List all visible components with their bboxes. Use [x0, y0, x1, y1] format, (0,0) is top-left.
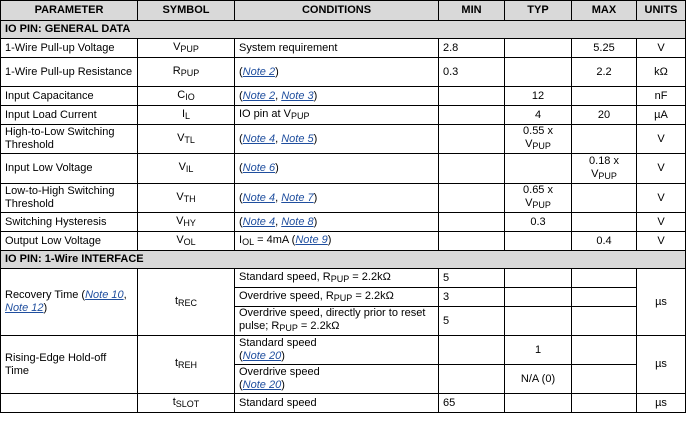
- paren-close: ): [281, 379, 285, 391]
- max-sub: PUP: [598, 170, 617, 181]
- symbol-sub: REC: [178, 297, 198, 308]
- typ-cell: [505, 58, 572, 87]
- typ-cell: [505, 269, 572, 288]
- symbol-sub: TL: [184, 134, 195, 145]
- note-link[interactable]: Note 2: [242, 65, 276, 78]
- typ-cell: 12: [505, 87, 572, 106]
- typ-sym: V: [525, 197, 533, 209]
- min-cell: [439, 232, 505, 251]
- condition-cell: [235, 154, 439, 184]
- symbol-main: C: [177, 88, 186, 101]
- min-cell: [439, 125, 505, 154]
- max-cell: [572, 125, 637, 154]
- paren-close: ): [313, 89, 318, 102]
- section-title: IO PIN: GENERAL DATA: [1, 21, 686, 39]
- separator: ,: [275, 89, 282, 102]
- param-cell: Rising-Edge Hold-off Time: [1, 336, 138, 394]
- symbol-main: R: [172, 64, 181, 77]
- typ-cell: 4: [505, 106, 572, 125]
- condition-cell: System requirement: [235, 39, 439, 58]
- typ-cell: 0.3: [505, 213, 572, 232]
- separator: ,: [275, 215, 282, 228]
- paren-open: (: [239, 132, 243, 145]
- table-row: [1, 269, 686, 288]
- param-cell: 1-Wire Pull-up Resistance: [1, 58, 138, 87]
- max-cell: [572, 307, 637, 336]
- condition-line1: Standard speed: [239, 337, 317, 349]
- symbol-main: V: [176, 233, 184, 246]
- condition-sub: PUP: [333, 292, 353, 303]
- param-cell: [1, 269, 138, 336]
- note-link[interactable]: Note 7: [281, 191, 314, 204]
- condition-cell: [235, 58, 439, 87]
- condition-text: = 2.2kΩ: [352, 289, 394, 302]
- symbol-main: V: [173, 40, 181, 53]
- typ-sub: PUP: [532, 200, 551, 210]
- separator: ,: [123, 289, 127, 301]
- symbol-sub: OL: [183, 236, 196, 247]
- note-link[interactable]: Note 20: [242, 379, 282, 391]
- condition-cell: [235, 125, 439, 154]
- max-cell: [572, 154, 637, 184]
- condition-sub: PUP: [290, 110, 310, 121]
- max-cell: [572, 288, 637, 307]
- condition-text: = 2.2kΩ: [297, 320, 340, 332]
- condition-cell: [235, 288, 439, 307]
- units-cell: V: [637, 154, 686, 184]
- table-row: [1, 87, 686, 106]
- condition-sub: PUP: [279, 323, 298, 333]
- param-cell: [1, 394, 138, 413]
- max-cell: 20: [572, 106, 637, 125]
- paren-open: (: [239, 89, 243, 102]
- units-cell: nF: [637, 87, 686, 106]
- symbol-cell: [138, 269, 235, 336]
- max-line1: 0.18 x: [589, 154, 619, 167]
- condition-text: Standard speed, R: [239, 270, 331, 283]
- units-cell: µA: [637, 106, 686, 125]
- symbol-cell: [138, 106, 235, 125]
- max-cell: [572, 336, 637, 365]
- table-row: [1, 39, 686, 58]
- table-row: [1, 154, 686, 184]
- max-cell: [572, 394, 637, 413]
- note-link[interactable]: Note 8: [281, 215, 314, 228]
- paren-open: (: [239, 191, 243, 204]
- min-cell: [439, 213, 505, 232]
- units-cell: µs: [637, 336, 686, 394]
- condition-text: IO pin at V: [239, 107, 291, 120]
- note-link[interactable]: Note 4: [242, 215, 276, 228]
- typ-cell: [505, 39, 572, 58]
- paren-close: ): [313, 191, 318, 204]
- units-cell: V: [637, 213, 686, 232]
- symbol-sub: HY: [183, 217, 196, 228]
- symbol-cell: [138, 336, 235, 394]
- units-cell: µs: [637, 269, 686, 336]
- min-cell: 5: [439, 269, 505, 288]
- paren-close: ): [313, 215, 318, 228]
- symbol-sub: L: [185, 110, 191, 121]
- header-units: UNITS: [637, 1, 686, 21]
- condition-line1: Overdrive speed: [239, 366, 320, 378]
- header-max: MAX: [572, 1, 637, 21]
- symbol-cell: [138, 394, 235, 413]
- typ-cell: [505, 184, 572, 213]
- paren-close: ): [275, 162, 279, 174]
- condition-cell: Standard speed: [235, 394, 439, 413]
- max-cell: 0.4: [572, 232, 637, 251]
- symbol-main: I: [181, 107, 186, 120]
- table-row: [1, 184, 686, 213]
- condition-cell: [235, 336, 439, 365]
- min-cell: [439, 184, 505, 213]
- header-symbol: SYMBOL: [138, 1, 235, 21]
- note-link[interactable]: Note 3: [281, 89, 314, 102]
- param-cell: Input Load Current: [1, 106, 138, 125]
- table-row: [1, 232, 686, 251]
- symbol-sub: TH: [183, 193, 196, 204]
- note-link[interactable]: Note 4: [242, 191, 276, 204]
- max-sym: V: [591, 167, 599, 180]
- param-cell: Switching Hysteresis: [1, 213, 138, 232]
- table-row: [1, 106, 686, 125]
- symbol-main: t: [174, 357, 179, 369]
- paren-close: ): [281, 350, 285, 362]
- condition-cell: [235, 269, 439, 288]
- paren-close: ): [275, 65, 279, 78]
- note-link[interactable]: Note 9: [295, 233, 328, 246]
- note-link[interactable]: Note 20: [242, 350, 282, 362]
- symbol-cell: [138, 232, 235, 251]
- table-row: [1, 125, 686, 154]
- units-cell: kΩ: [637, 58, 686, 87]
- param-cell: High-to-Low Switching Threshold: [1, 125, 138, 154]
- note-link[interactable]: Note 2: [242, 89, 276, 102]
- separator: ,: [275, 191, 282, 204]
- condition-sub: OL: [242, 236, 255, 247]
- symbol-cell: [138, 213, 235, 232]
- condition-cell: [235, 213, 439, 232]
- symbol-main: V: [178, 161, 186, 173]
- paren-open: (: [239, 350, 243, 362]
- condition-sub: PUP: [330, 273, 350, 284]
- symbol-sub: SLOT: [175, 398, 200, 409]
- typ-cell: [505, 125, 572, 154]
- section-general-row: [1, 21, 686, 39]
- typ-cell: [505, 232, 572, 251]
- units-cell: V: [637, 125, 686, 154]
- condition-cell: [235, 307, 439, 336]
- min-cell: 3: [439, 288, 505, 307]
- typ-sym: V: [525, 138, 533, 150]
- table-row: [1, 58, 686, 87]
- max-cell: [572, 269, 637, 288]
- condition-cell: [235, 365, 439, 394]
- max-cell: [572, 365, 637, 394]
- paren-open: (: [239, 379, 243, 391]
- typ-cell: [505, 288, 572, 307]
- param-cell: Low-to-High Switching Threshold: [1, 184, 138, 213]
- condition-text: I: [239, 233, 243, 246]
- max-cell: 2.2: [572, 58, 637, 87]
- max-cell: [572, 213, 637, 232]
- units-cell: V: [637, 184, 686, 213]
- symbol-main: V: [177, 131, 185, 144]
- condition-text: = 2.2kΩ: [349, 270, 391, 283]
- typ-cell: [505, 154, 572, 184]
- condition-text: pulse; R: [239, 320, 280, 332]
- param-cell: Output Low Voltage: [1, 232, 138, 251]
- min-cell: [439, 106, 505, 125]
- note-link[interactable]: Note 10: [85, 289, 124, 301]
- table-row: [1, 394, 686, 413]
- min-cell: 2.8: [439, 39, 505, 58]
- condition-line1: Overdrive speed, directly prior to reset: [239, 307, 426, 319]
- symbol-main: V: [176, 214, 184, 227]
- typ-cell: N/A (0): [505, 365, 572, 394]
- paren-open: (: [239, 215, 243, 228]
- symbol-sub: PUP: [180, 67, 200, 78]
- param-cell: Input Low Voltage: [1, 154, 138, 184]
- header-parameter: PARAMETER: [1, 1, 138, 21]
- typ-cell: 1: [505, 336, 572, 365]
- note-link[interactable]: Note 5: [281, 132, 314, 145]
- min-cell: [439, 365, 505, 394]
- min-cell: [439, 87, 505, 106]
- units-cell: µs: [637, 394, 686, 413]
- condition-cell: [235, 87, 439, 106]
- paren-close: ): [313, 132, 318, 145]
- symbol-main: t: [174, 294, 179, 307]
- note-link[interactable]: Note 6: [242, 162, 276, 174]
- symbol-cell: [138, 154, 235, 184]
- symbol-cell: [138, 87, 235, 106]
- section-interface-row: [1, 251, 686, 269]
- units-cell: V: [637, 39, 686, 58]
- symbol-sub: PUP: [180, 43, 199, 54]
- symbol-main: t: [172, 395, 176, 408]
- param-text: Recovery Time (: [5, 289, 86, 301]
- paren-open: (: [239, 65, 243, 78]
- min-cell: 65: [439, 394, 505, 413]
- paren-close: ): [43, 302, 48, 314]
- min-cell: 0.3: [439, 58, 505, 87]
- header-conditions: CONDITIONS: [235, 1, 439, 21]
- typ-line1: 0.65 x: [523, 184, 553, 196]
- symbol-sub: REH: [178, 360, 198, 370]
- typ-line1: 0.55 x: [523, 125, 553, 137]
- param-cell: Input Capacitance: [1, 87, 138, 106]
- typ-sub: PUP: [532, 141, 551, 151]
- table-row: [1, 336, 686, 365]
- section-title: IO PIN: 1-Wire INTERFACE: [1, 251, 686, 269]
- header-min: MIN: [439, 1, 505, 21]
- symbol-cell: [138, 58, 235, 87]
- symbol-cell: [138, 39, 235, 58]
- max-cell: 5.25: [572, 39, 637, 58]
- symbol-sub: IO: [185, 91, 195, 102]
- condition-cell: [235, 184, 439, 213]
- symbol-cell: [138, 184, 235, 213]
- condition-text: Overdrive speed, R: [239, 289, 334, 302]
- separator: ,: [275, 132, 282, 145]
- max-cell: [572, 87, 637, 106]
- units-cell: V: [637, 232, 686, 251]
- condition-cell: [235, 106, 439, 125]
- min-cell: [439, 154, 505, 184]
- symbol-sub: IL: [185, 164, 194, 174]
- typ-cell: [505, 307, 572, 336]
- min-cell: [439, 336, 505, 365]
- note-link[interactable]: Note 4: [242, 132, 276, 145]
- table-row: [1, 213, 686, 232]
- condition-text: = 4mA (: [254, 233, 296, 246]
- note-link[interactable]: Note 12: [5, 302, 44, 314]
- param-cell: 1-Wire Pull-up Voltage: [1, 39, 138, 58]
- paren-open: (: [239, 162, 243, 174]
- max-cell: [572, 184, 637, 213]
- header-row: [1, 1, 686, 21]
- min-cell: 5: [439, 307, 505, 336]
- typ-cell: [505, 394, 572, 413]
- symbol-main: V: [176, 190, 184, 203]
- paren-close: ): [327, 233, 332, 246]
- condition-cell: [235, 232, 439, 251]
- symbol-cell: [138, 125, 235, 154]
- header-typ: TYP: [505, 1, 572, 21]
